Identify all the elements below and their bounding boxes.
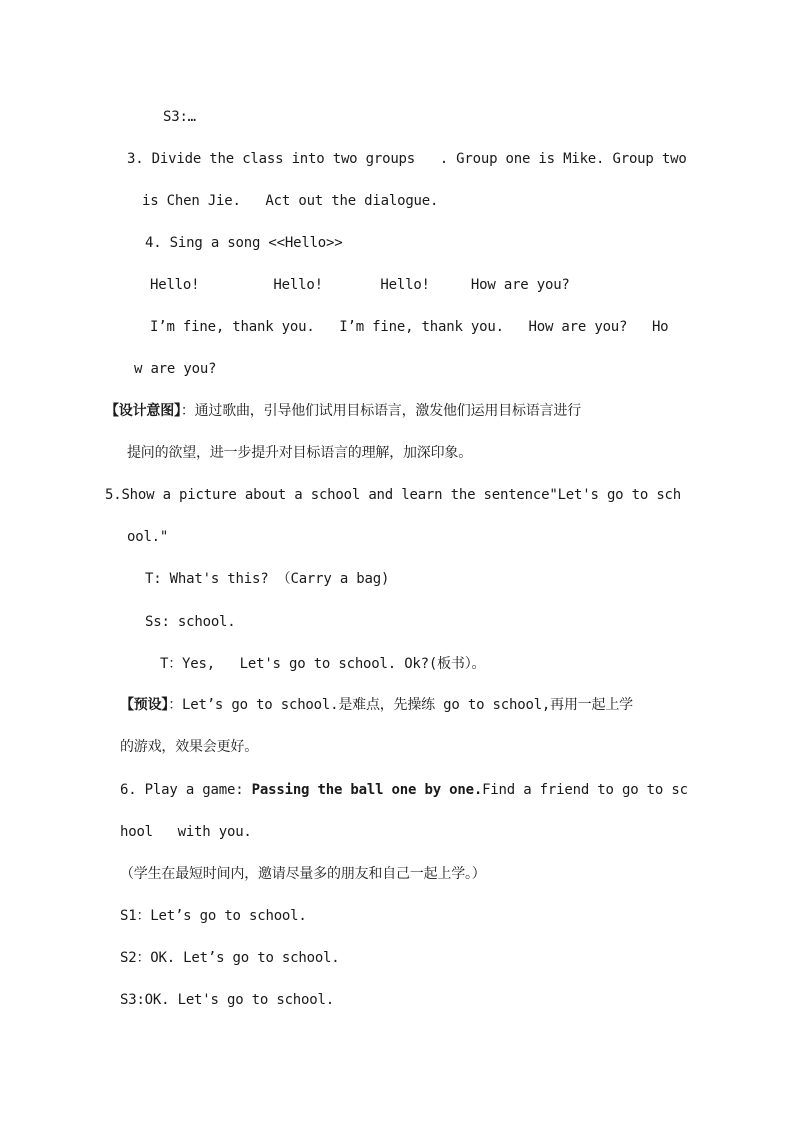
item-3-line-1: 3. Divide the class into two groups . Group one is Mike. Group two: [127, 151, 687, 167]
item-3-line-2: is Chen Jie. Act out the dialogue.: [142, 193, 439, 209]
students-answer-line: Ss: school.: [145, 614, 236, 630]
preset-label: 【预设】: [120, 697, 169, 713]
student-1-line: S1：Let’s go to school.: [120, 908, 307, 924]
preset-line-2: 的游戏，效果会更好。: [120, 739, 258, 755]
student-3-line: S3:OK. Let's go to school.: [120, 992, 334, 1008]
item-6-line-2: hool with you.: [120, 824, 252, 840]
game-note-line: （学生在最短时间内，邀请尽量多的朋友和自己一起上学。）: [120, 866, 486, 882]
teacher-question-line: T: What's this? （Carry a bag): [145, 571, 390, 587]
item-5-line-2: ool.": [127, 529, 169, 545]
preset-line-1: [120, 695, 633, 715]
teacher-reply-line: T：Yes, Let's go to school. Ok?(板书）。: [160, 656, 486, 672]
design-intent-line-2: 提问的欲望，进一步提升对目标语言的理解，加深印象。: [127, 445, 472, 461]
s3-ellipsis-line: S3:…: [163, 109, 196, 125]
item-6-prefix: 6. Play a game:: [120, 782, 252, 798]
song-line-1: Hello! Hello! Hello! How are you?: [150, 277, 570, 293]
preset-text: ：Let’s go to school.是难点，先操练 go to school,再用一起上学: [168, 697, 633, 713]
design-intent-text: ：通过歌曲，引导他们试用目标语言，激发他们运用目标语言进行: [180, 403, 582, 419]
item-6-game-name: Passing the ball one by one.: [251, 782, 483, 798]
item-4-line: 4. Sing a song <<Hello>>: [145, 235, 343, 251]
song-line-2: I’m fine, thank you. I’m fine, thank you. How are you? Ho: [150, 319, 669, 335]
song-line-3: w are you?: [134, 361, 217, 377]
item-6-rest: Find a friend to go to sc: [482, 782, 688, 798]
student-2-line: S2：OK. Let’s go to school.: [120, 950, 340, 966]
item-5-line-1: 5.Show a picture about a school and learn the sentence"Let's go to sch: [105, 487, 682, 503]
item-6-line-1: [120, 780, 688, 800]
design-intent-label: 【设计意图】: [105, 403, 181, 419]
design-intent-line-1: [105, 401, 581, 421]
